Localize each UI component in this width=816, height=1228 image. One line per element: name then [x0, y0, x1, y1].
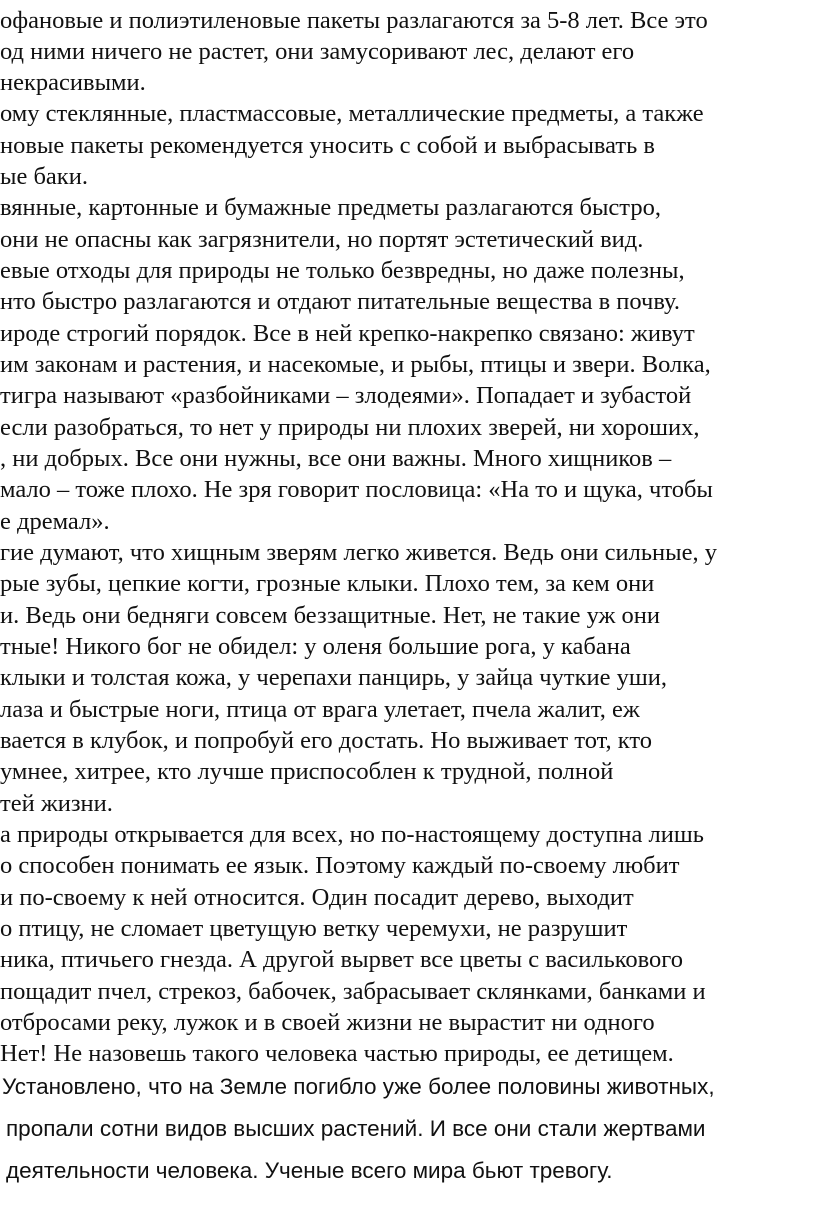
text-line: нто быстро разлагаются и отдают питательные вещества в почву. — [0, 288, 680, 315]
text-line: ироде строгий порядок. Все в ней крепко-накрепко связано: живут — [0, 320, 695, 347]
text-line: о птицу, не сломает цветущую ветку черемухи, не разрушит — [0, 915, 628, 942]
text-line: гие думают, что хищным зверям легко живется. Ведь они сильные, у — [0, 539, 717, 566]
text-line: новые пакеты рекомендуется уносить с собой и выбрасывать в — [0, 132, 655, 159]
text-line: умнее, хитрее, кто лучше приспособлен к трудной, полной — [0, 758, 614, 785]
text-line: тные! Никого бог не обидел: у оленя большие рога, у кабана — [0, 633, 631, 660]
text-line: клыки и толстая кожа, у черепахи панцирь, у зайца чуткие уши, — [0, 664, 667, 691]
text-line: и. Ведь они бедняги совсем беззащитные. Нет, не такие уж они — [0, 602, 661, 629]
text-line: ые баки. — [0, 163, 88, 190]
text-line: офановые и полиэтиленовые пакеты разлагаются за 5-8 лет. Все это — [0, 7, 708, 34]
text-line-sans: деятельности человека. Ученые всего мира бьют тревогу. — [6, 1158, 613, 1183]
text-line: им законам и растения, и насекомые, и рыбы, птицы и звери. Волка, — [0, 351, 711, 378]
text-line: Нет! Не назовешь такого человека частью природы, ее детищем. — [0, 1040, 674, 1067]
text-line: и по-своему к ней относится. Один посадит дерево, выходит — [0, 884, 634, 911]
text-line: они не опасны как загрязнители, но портят эстетический вид. — [0, 226, 644, 253]
text-line: если разобраться, то нет у природы ни плохих зверей, ни хороших, — [0, 414, 700, 441]
text-line: евые отходы для природы не только безвредны, но даже полезны, — [0, 257, 685, 284]
text-line: о способен понимать ее язык. Поэтому каждый по-своему любит — [0, 852, 680, 879]
text-line: мало – тоже плохо. Не зря говорит пословица: «На то и щука, чтобы — [0, 476, 713, 503]
text-line: рые зубы, цепкие когти, грозные клыки. Плохо тем, за кем они — [0, 570, 655, 597]
text-line-sans: пропали сотни видов высших растений. И все они стали жертвами — [6, 1116, 706, 1141]
text-line: а природы открывается для всех, но по-настоящему доступна лишь — [0, 821, 704, 848]
text-line: вянные, картонные и бумажные предметы разлагаются быстро, — [0, 194, 661, 221]
text-line: тигра называют «разбойниками – злодеями». Попадает и зубастой — [0, 382, 692, 409]
text-line: е дремал». — [0, 508, 110, 535]
text-line: отбросами реку, лужок и в своей жизни не вырастит ни одного — [0, 1009, 655, 1036]
text-line: , ни добрых. Все они нужны, все они важны. Много хищников – — [0, 445, 672, 472]
text-line: од ними ничего не растет, они замусоривают лес, делают его — [0, 38, 635, 65]
text-line: ника, птичьего гнезда. А другой вырвет все цветы с василькового — [0, 946, 683, 973]
text-line-sans: Установлено, что на Земле погибло уже более половины животных, — [2, 1074, 715, 1099]
text-line: некрасивыми. — [0, 69, 146, 96]
text-line: вается в клубок, и попробуй его достать. Но выживает тот, кто — [0, 727, 652, 754]
text-line: ому стеклянные, пластмассовые, металлические предметы, а также — [0, 100, 704, 127]
text-line: пощадит пчел, стрекоз, бабочек, забрасывает склянками, банками и — [0, 978, 706, 1005]
text-line: тей жизни. — [0, 790, 113, 817]
text-line: лаза и быстрые ноги, птица от врага улетает, пчела жалит, еж — [0, 696, 640, 723]
